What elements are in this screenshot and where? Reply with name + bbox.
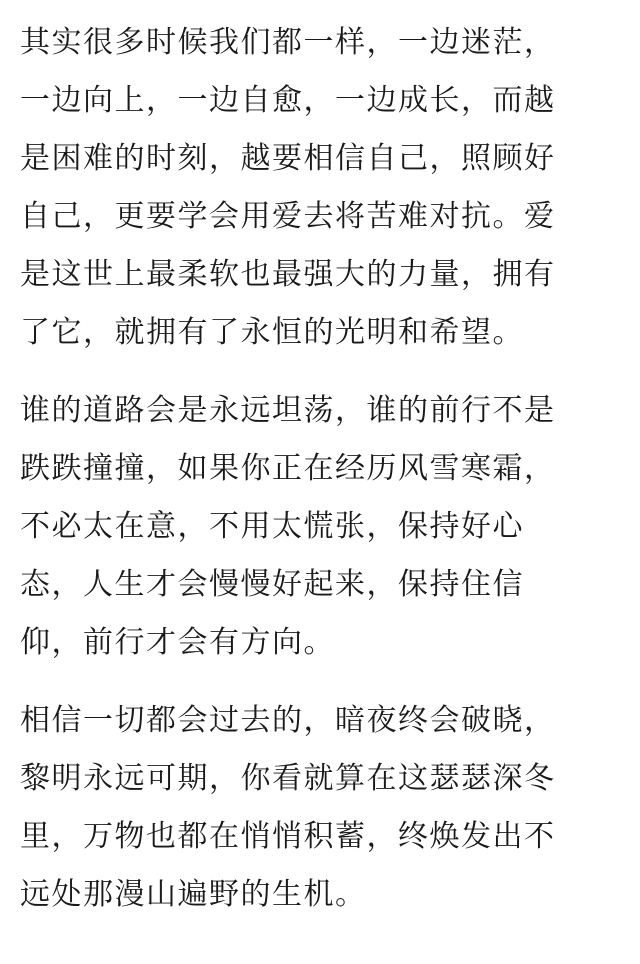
paragraph-3 (20, 692, 626, 924)
text-line: 不必太在意，不用太慌张，保持好心 (20, 509, 524, 544)
text-line: 态，人生才会慢慢好起来，保持住信 (20, 567, 524, 602)
paragraph-spacer (20, 362, 626, 382)
paragraph-spacer (20, 672, 626, 692)
text-line: 了它，就拥有了永恒的光明和希望。 (20, 315, 524, 350)
text-line: 相信一切都会过去的，暗夜终会破晓， (20, 703, 556, 738)
text-line: 是困难的时刻，越要相信自己，照顾好 (20, 141, 556, 176)
paragraph-2 (20, 382, 626, 672)
text-line: 里，万物也都在悄悄积蓄，终焕发出不 (20, 819, 556, 854)
text-line: 一边向上，一边自愈，一边成长，而越 (20, 83, 556, 118)
text-line: 其实很多时候我们都一样，一边迷茫， (20, 25, 556, 60)
text-line: 自己，更要学会用爱去将苦难对抗。爱 (20, 199, 556, 234)
text-line: 跌跌撞撞，如果你正在经历风雪寒霜， (20, 451, 556, 486)
text-line: 仰，前行才会有方向。 (20, 625, 335, 660)
text-line: 谁的道路会是永远坦荡，谁的前行不是 (20, 393, 556, 428)
text-line: 黎明永远可期，你看就算在这瑟瑟深冬 (20, 761, 556, 796)
text-line: 远处那漫山遍野的生机。 (20, 877, 367, 912)
text-line: 是这世上最柔软也最强大的力量，拥有 (20, 257, 556, 292)
paragraph-1 (20, 14, 626, 362)
